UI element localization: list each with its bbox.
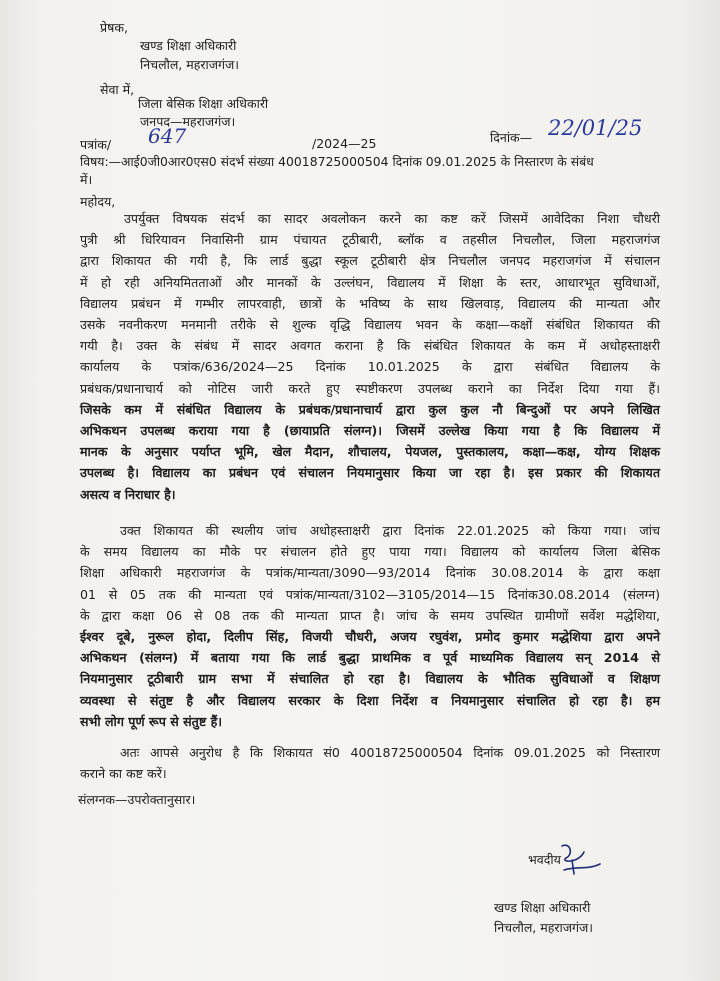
recipient-label: सेवा में, bbox=[100, 82, 135, 97]
para2-line: शिक्षा अधिकारी महराजगंज के पत्रांक/मान्यता/3090—93/2014 दिनांक 30.08.2014 के द्वारा कक्षा bbox=[80, 565, 660, 581]
para1-line: द्वारा शिकायत की गयी है, कि लार्ड बुद्धा स्कूल टूठीबारी क्षेत्र निचलौल जनपद महराजगंज में संचालन bbox=[80, 253, 660, 269]
para1-line: प्रबंधक/प्रधानाचार्य को नोटिस जारी करते हुए स्पष्टीकरण उपलब्ध कराने का निर्देश दिया गया हैं। bbox=[80, 380, 660, 396]
patrank-label: पत्रांक/ bbox=[80, 137, 112, 152]
para1-line: असत्य व निराधार है। bbox=[80, 486, 176, 502]
recipient-place: जनपद—महराजगंज। bbox=[140, 114, 236, 129]
para1-line: पुत्री श्री धिरियावन निवासिनी ग्राम पंचायत टूठीबारी, ब्लॉक व तहसील निचलौल, जिला महराजगंज bbox=[80, 232, 660, 248]
sender-label: प्रेषक, bbox=[100, 20, 128, 35]
para2-line: 01 से 05 तक की मान्यता एवं पत्रांक/मान्यता/3102—3105/2014—15 दिनांक30.08.2014 (संलग्न) bbox=[80, 586, 660, 602]
closing-designation: खण्ड शिक्षा अधिकारी bbox=[494, 900, 591, 915]
salutation: महोदय, bbox=[80, 194, 116, 209]
para1-line: जिसके कम में संबंधित विद्यालय के प्रबंधक/प्रधानाचार्य द्वारा कुल कुल नौ बिन्दुओं पर अपने लिखित bbox=[80, 401, 660, 417]
para2-line: व्यवस्था से संतुष्ट है और विद्यालय सरकार के दिशा निर्देश व नियमानुसार संचालित हो रहा है। हम bbox=[80, 692, 660, 708]
recipient-designation: जिला बेसिक शिक्षा अधिकारी bbox=[138, 96, 269, 111]
enclosure-note: संलग्नक—उपरोक्तानुसार। bbox=[78, 792, 196, 807]
para1-line: अभिकथन उपलब्ध कराया गया है (छायाप्रति संलग्न)। जिसमें उल्लेख किया गया है कि विद्यालय में bbox=[80, 423, 660, 439]
patrank-year: /2024—25 bbox=[312, 136, 377, 151]
para3-line: कराने का कष्ट करें। bbox=[80, 766, 167, 782]
subject-line-1: विषय:—आई0जी0आर0एस0 संदर्भ संख्या 40018725000504 दिनांक 09.01.2025 के निस्तारण के संबंध bbox=[80, 154, 594, 169]
paragraph-inspection bbox=[80, 520, 660, 732]
signature-mark bbox=[544, 840, 614, 880]
para2-line: के द्वारा कक्षा 06 से 08 तक की मान्यता प्राप्त है। जांच के समय उपस्थित ग्रामीणों सर्वेश मद्धेशिया, bbox=[80, 607, 660, 623]
para2-line: सभी लोग पूर्ण रूप से संतुष्ट हैं। bbox=[80, 713, 223, 729]
para2-line: ईश्वर दूबे, नुरूल होदा, दिलीप सिंह, विजयी चौधरी, अजय रघुवंश, प्रमोद कुमार मद्धेशिया द्वारा अपने bbox=[80, 629, 660, 645]
para2-line: अभिकथन (संलग्न) में बताया गया कि लार्ड बुद्धा प्राथमिक व पूर्व माध्यमिक विद्यालय सन् 2014 से bbox=[80, 650, 660, 666]
para1-line: उसके नवनीकरण मनमानी तरीके से शुल्क वृद्धि विद्यालय भवन के कक्षा—कक्षों संबंधित शिकायत की bbox=[80, 317, 660, 333]
para2-line: के समय विद्यालय का मौके पर संचालन होते हुए पाया गया। विद्यालय को कार्यालय जिला बेसिक bbox=[80, 544, 660, 560]
date-label: दिनांक— bbox=[490, 130, 533, 145]
date-value: 22/01/25 bbox=[548, 116, 643, 140]
closing-bhavadiya: भवदीय bbox=[528, 852, 561, 867]
para1-line: उपलब्ध है। विद्यालय का प्रबंधन एवं संचालन नियमानुसार किया जा रहा है। इस प्रकार की शिकायत bbox=[80, 465, 660, 481]
para1-line: में हो रही अनियमितताओं और मानकों के उल्लंघन, विद्यालय में शिक्षा के स्तर, आधारभूत सुविधाओं, bbox=[80, 274, 660, 290]
patrank-number: 647 bbox=[148, 124, 187, 148]
para2-line: नियमानुसार टूठीबारी ग्राम सभा में संचालित हो रहा है। विद्यालय के भौतिक सुविधाओं व शिक्षण bbox=[80, 671, 660, 687]
para1-line: गयी है। उक्त के संबंध में सादर अवगत कराना है कि संबंधित शिकायत के कम में अधोहस्ताक्षरी bbox=[80, 338, 660, 354]
para1-line: कार्यालय के पत्रांक/636/2024—25 दिनांक 10.01.2025 के द्वारा संबंधित विद्यालय के bbox=[80, 359, 660, 375]
paragraph-request bbox=[80, 742, 660, 784]
para2-line: उक्त शिकायत की स्थलीय जांच अधोहस्ताक्षरी द्वारा दिनांक 22.01.2025 को किया गया। जांच bbox=[120, 523, 660, 538]
subject-line-2: में। bbox=[80, 172, 93, 187]
sender-place: निचलौल, महराजगंज। bbox=[140, 57, 240, 72]
para1-line: मानक के अनुसार पर्याप्त भूमि, खेल मैदान, शौचालय, पेयजल, पुस्तकालय, कक्षा—कक्ष, योग्य शिक्षक bbox=[80, 444, 660, 460]
paragraph-complaint bbox=[80, 208, 660, 505]
para1-line: विद्यालय प्रबंधन में गम्भीर लापरवाही, छात्रों के भविष्य के साथ खिलवाड़, विद्यालय की मान्यता और bbox=[80, 295, 660, 311]
para1-line: उपर्युक्त विषयक संदर्भ का सादर अवलोकन करने का कष्ट करें जिसमें आवेदिका निशा चौधरी bbox=[124, 211, 660, 226]
sender-designation: खण्ड शिक्षा अधिकारी bbox=[140, 38, 237, 53]
closing-place: निचलौल, महराजगंज। bbox=[494, 920, 594, 935]
para3-line: अतः आपसे अनुरोध है कि शिकायत सं0 40018725000504 दिनांक 09.01.2025 को निस्तारण bbox=[120, 745, 660, 760]
